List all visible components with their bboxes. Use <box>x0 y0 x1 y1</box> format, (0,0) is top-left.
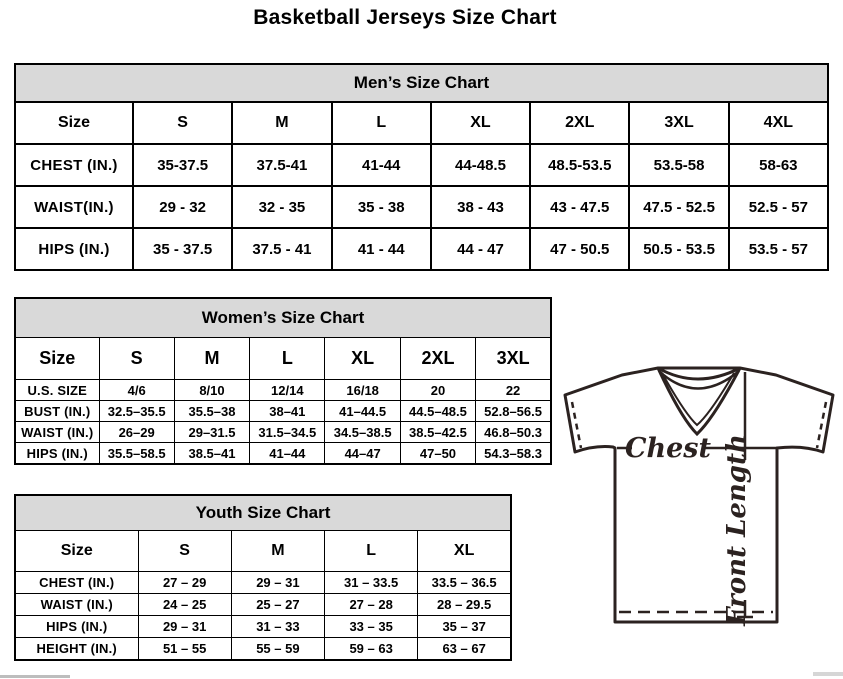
size-cell: 58-63 <box>729 144 828 186</box>
row-label: CHEST (IN.) <box>15 572 138 594</box>
size-cell: 35 - 37.5 <box>133 228 232 270</box>
size-cell: 38.5–41 <box>174 443 249 465</box>
size-cell: 48.5-53.5 <box>530 144 629 186</box>
row-label: CHEST (IN.) <box>15 144 133 186</box>
womens-size-table <box>14 297 552 465</box>
row-label: HIPS (IN.) <box>15 616 138 638</box>
size-cell: 35.5–58.5 <box>99 443 174 465</box>
column-header: 3XL <box>629 102 728 144</box>
size-cell: 8/10 <box>174 380 249 401</box>
column-header: S <box>133 102 232 144</box>
size-cell: 12/14 <box>250 380 325 401</box>
row-label: BUST (IN.) <box>15 401 99 422</box>
chest-label: Chest <box>625 433 711 464</box>
column-header: XL <box>325 338 400 380</box>
size-cell: 24 – 25 <box>138 594 231 616</box>
column-header: XL <box>418 531 511 572</box>
row-label: HIPS (IN.) <box>15 443 99 465</box>
size-cell: 41 - 44 <box>332 228 431 270</box>
size-cell: 33 – 35 <box>325 616 418 638</box>
row-label: WAIST(IN.) <box>15 186 133 228</box>
size-cell: 41–44 <box>250 443 325 465</box>
table-row <box>15 443 551 465</box>
size-cell: 35 - 38 <box>332 186 431 228</box>
size-cell: 22 <box>476 380 551 401</box>
column-header: XL <box>431 102 530 144</box>
size-cell: 44 - 47 <box>431 228 530 270</box>
size-cell: 33.5 – 36.5 <box>418 572 511 594</box>
size-cell: 35-37.5 <box>133 144 232 186</box>
size-cell: 38 - 43 <box>431 186 530 228</box>
size-cell: 25 – 27 <box>231 594 324 616</box>
size-cell: 41–44.5 <box>325 401 400 422</box>
size-cell: 54.3–58.3 <box>476 443 551 465</box>
row-label: WAIST (IN.) <box>15 594 138 616</box>
size-cell: 59 – 63 <box>325 638 418 661</box>
size-cell: 34.5–38.5 <box>325 422 400 443</box>
size-cell: 52.8–56.5 <box>476 401 551 422</box>
size-cell: 55 – 59 <box>231 638 324 661</box>
size-cell: 29–31.5 <box>174 422 249 443</box>
table-title-row <box>15 64 828 102</box>
size-cell: 53.5 - 57 <box>729 228 828 270</box>
youth-size-table <box>14 494 512 661</box>
column-header-row <box>15 531 511 572</box>
size-cell: 37.5 - 41 <box>232 228 331 270</box>
size-cell: 29 - 32 <box>133 186 232 228</box>
size-cell: 53.5-58 <box>629 144 728 186</box>
column-header: 2XL <box>400 338 475 380</box>
table-title: Youth Size Chart <box>15 495 511 531</box>
size-cell: 50.5 - 53.5 <box>629 228 728 270</box>
column-header: M <box>231 531 324 572</box>
size-cell: 35.5–38 <box>174 401 249 422</box>
size-cell: 43 - 47.5 <box>530 186 629 228</box>
size-cell: 35 – 37 <box>418 616 511 638</box>
size-cell: 46.8–50.3 <box>476 422 551 443</box>
column-header: S <box>138 531 231 572</box>
size-cell: 20 <box>400 380 475 401</box>
table-row <box>15 572 511 594</box>
column-header: 3XL <box>476 338 551 380</box>
table-row <box>15 401 551 422</box>
size-cell: 26–29 <box>99 422 174 443</box>
size-cell: 47–50 <box>400 443 475 465</box>
table-title: Men’s Size Chart <box>15 64 828 102</box>
table-title: Women’s Size Chart <box>15 298 551 338</box>
size-cell: 38.5–42.5 <box>400 422 475 443</box>
size-cell: 44.5–48.5 <box>400 401 475 422</box>
horizontal-scrollbar-fragment[interactable] <box>813 672 843 676</box>
size-cell: 32 - 35 <box>232 186 331 228</box>
table-row <box>15 186 828 228</box>
size-cell: 41-44 <box>332 144 431 186</box>
size-cell: 63 – 67 <box>418 638 511 661</box>
size-cell: 27 – 29 <box>138 572 231 594</box>
size-cell: 51 – 55 <box>138 638 231 661</box>
size-cell: 52.5 - 57 <box>729 186 828 228</box>
column-header: Size <box>15 531 138 572</box>
horizontal-scrollbar-thumb[interactable] <box>0 675 70 678</box>
column-header: Size <box>15 102 133 144</box>
size-cell: 16/18 <box>325 380 400 401</box>
size-cell: 27 – 28 <box>325 594 418 616</box>
table-row <box>15 616 511 638</box>
table-row <box>15 144 828 186</box>
column-header: L <box>332 102 431 144</box>
size-cell: 29 – 31 <box>231 572 324 594</box>
size-cell: 44–47 <box>325 443 400 465</box>
table-row <box>15 228 828 270</box>
row-label: U.S. SIZE <box>15 380 99 401</box>
size-cell: 28 – 29.5 <box>418 594 511 616</box>
size-cell: 37.5-41 <box>232 144 331 186</box>
size-cell: 31.5–34.5 <box>250 422 325 443</box>
column-header: 4XL <box>729 102 828 144</box>
column-header: M <box>232 102 331 144</box>
table-row <box>15 594 511 616</box>
size-cell: 44-48.5 <box>431 144 530 186</box>
size-cell: 47 - 50.5 <box>530 228 629 270</box>
column-header: 2XL <box>530 102 629 144</box>
table-title-row <box>15 495 511 531</box>
size-cell: 29 – 31 <box>138 616 231 638</box>
table-row <box>15 380 551 401</box>
column-header: M <box>174 338 249 380</box>
column-header: Size <box>15 338 99 380</box>
size-cell: 31 – 33.5 <box>325 572 418 594</box>
size-cell: 47.5 - 52.5 <box>629 186 728 228</box>
jersey-outline-icon <box>555 360 843 660</box>
size-cell: 32.5–35.5 <box>99 401 174 422</box>
row-label: HEIGHT (IN.) <box>15 638 138 661</box>
column-header: L <box>325 531 418 572</box>
table-row <box>15 638 511 661</box>
table-title-row <box>15 298 551 338</box>
column-header: S <box>99 338 174 380</box>
column-header-row <box>15 102 828 144</box>
table-row <box>15 422 551 443</box>
mens-size-table <box>14 63 829 271</box>
size-cell: 38–41 <box>250 401 325 422</box>
column-header-row <box>15 338 551 380</box>
row-label: WAIST (IN.) <box>15 422 99 443</box>
jersey-measurement-diagram <box>555 360 843 660</box>
size-cell: 4/6 <box>99 380 174 401</box>
size-cell: 31 – 33 <box>231 616 324 638</box>
row-label: HIPS (IN.) <box>15 228 133 270</box>
page-title: Basketball Jerseys Size Chart <box>253 6 557 29</box>
column-header: L <box>250 338 325 380</box>
front-length-label: Front Length <box>722 434 752 626</box>
